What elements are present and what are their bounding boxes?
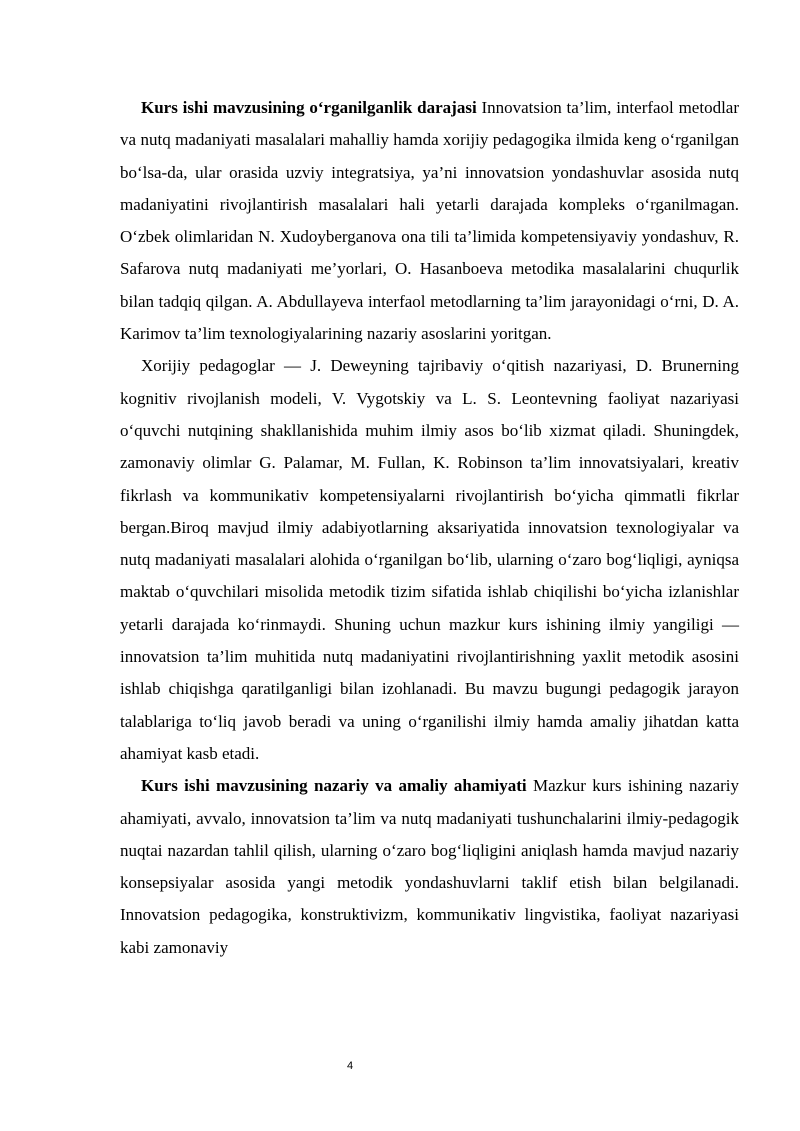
paragraph-text: Mazkur kurs ishining nazariy ahamiyati, avvalo, innovatsion ta’lim va nutq madaniyati tushunchalarini ilmiy-pedagogik nuqtai nazardan tahlil qilish, ularning o‘zaro bog‘liqligini aniqlash hamda mavjud nazariy konsepsiyalar asosida yangi metodik yondashuvlarni taklif etish bilan belgilanadi. Innovatsion pedagogika, konstruktivizm, kommunikativ lingvistika, faoliyat nazariyasi kabi zamonaviy (120, 776, 740, 957)
section-heading-significance: Kurs ishi mavzusining nazariy va amaliy ahamiyati (141, 776, 527, 796)
section-heading-study-level: Kurs ishi mavzusining o‘rganilganlik darajasi (141, 98, 477, 117)
paragraph-text: Xorijiy pedagoglar — J. Deweyning tajribaviy o‘qitish nazariyasi, D. Brunerning kognitiv rivojlanish modeli, V. Vygotskiy va L. S. Leontevning faoliyat nazariyasi o‘quvchi nutqining shakllanishida muhim ilmiy asos bo‘lib xizmat qiladi. Shuningdek, zamonaviy olimlar G. Palamar, M. Fullan, K. Robinson ta’lim innovatsiyalari, kreativ fikrlash va kommunikativ kompetensiyalarni rivojlantirish bo‘yicha qimmatli fikrlar bergan.Biroq mavjud ilmiy adabiyotlarning aksariyatida innovatsion texnologiyalar va nutq madaniyati masalalari alohida o‘rganilgan bo‘lib, ularning o‘zaro bog‘liqligi, ayniqsa maktab o‘quvchilari misolida metodik tizim sifatida ishlab chiqilishi bo‘yicha izlanishlar yetarli darajada ko‘rinmaydi. Shuning uchun mazkur kurs ishining ilmiy yangiligi — innovatsion ta’lim muhitida nutq madaniyatini rivojlantirishning yaxlit metodik asosini ishlab chiqishga qaratilganligi bilan izohlanadi. Bu mavzu bugungi pedagogik jarayon talablariga to‘liq javob beradi va uning o‘rganilishi ilmiy hamda amaliy jihatdan katta ahamiyat kasb etadi. (120, 356, 739, 763)
paragraph-text: Innovatsion ta’lim, interfaol metodlar va nutq madaniyati masalalari mahalliy hamda xorijiy pedagogika ilmida keng o‘rganilgan bo‘lsa-da, ular orasida uzviy integratsiya, ya’ni innovatsion yondashuvlar asosida nutq madaniyatini rivojlantirish masalalari hali yetarli darajada kompleks o‘rganilmagan. O‘zbek olimlaridan N. Xudoyberganova ona tili ta’limida kompetensiyaviy yondashuv, R. Safarova nutq madaniyati me’yorlari, O. Hasanboeva metodika masalalarini chuqurlik bilan tadqiq qilgan. A. Abdullayeva interfaol metodlarning ta’lim jarayonidagi o‘rni, D. A. Karimov ta’lim texnologiyalarining nazariy asoslarini yoritgan. (120, 98, 740, 344)
document-page (120, 92, 739, 964)
paragraph-foreign-scholars (120, 350, 739, 770)
paragraph-significance (120, 770, 739, 964)
page-number: 4 (346, 1060, 354, 1072)
paragraph-study-level (120, 92, 739, 350)
